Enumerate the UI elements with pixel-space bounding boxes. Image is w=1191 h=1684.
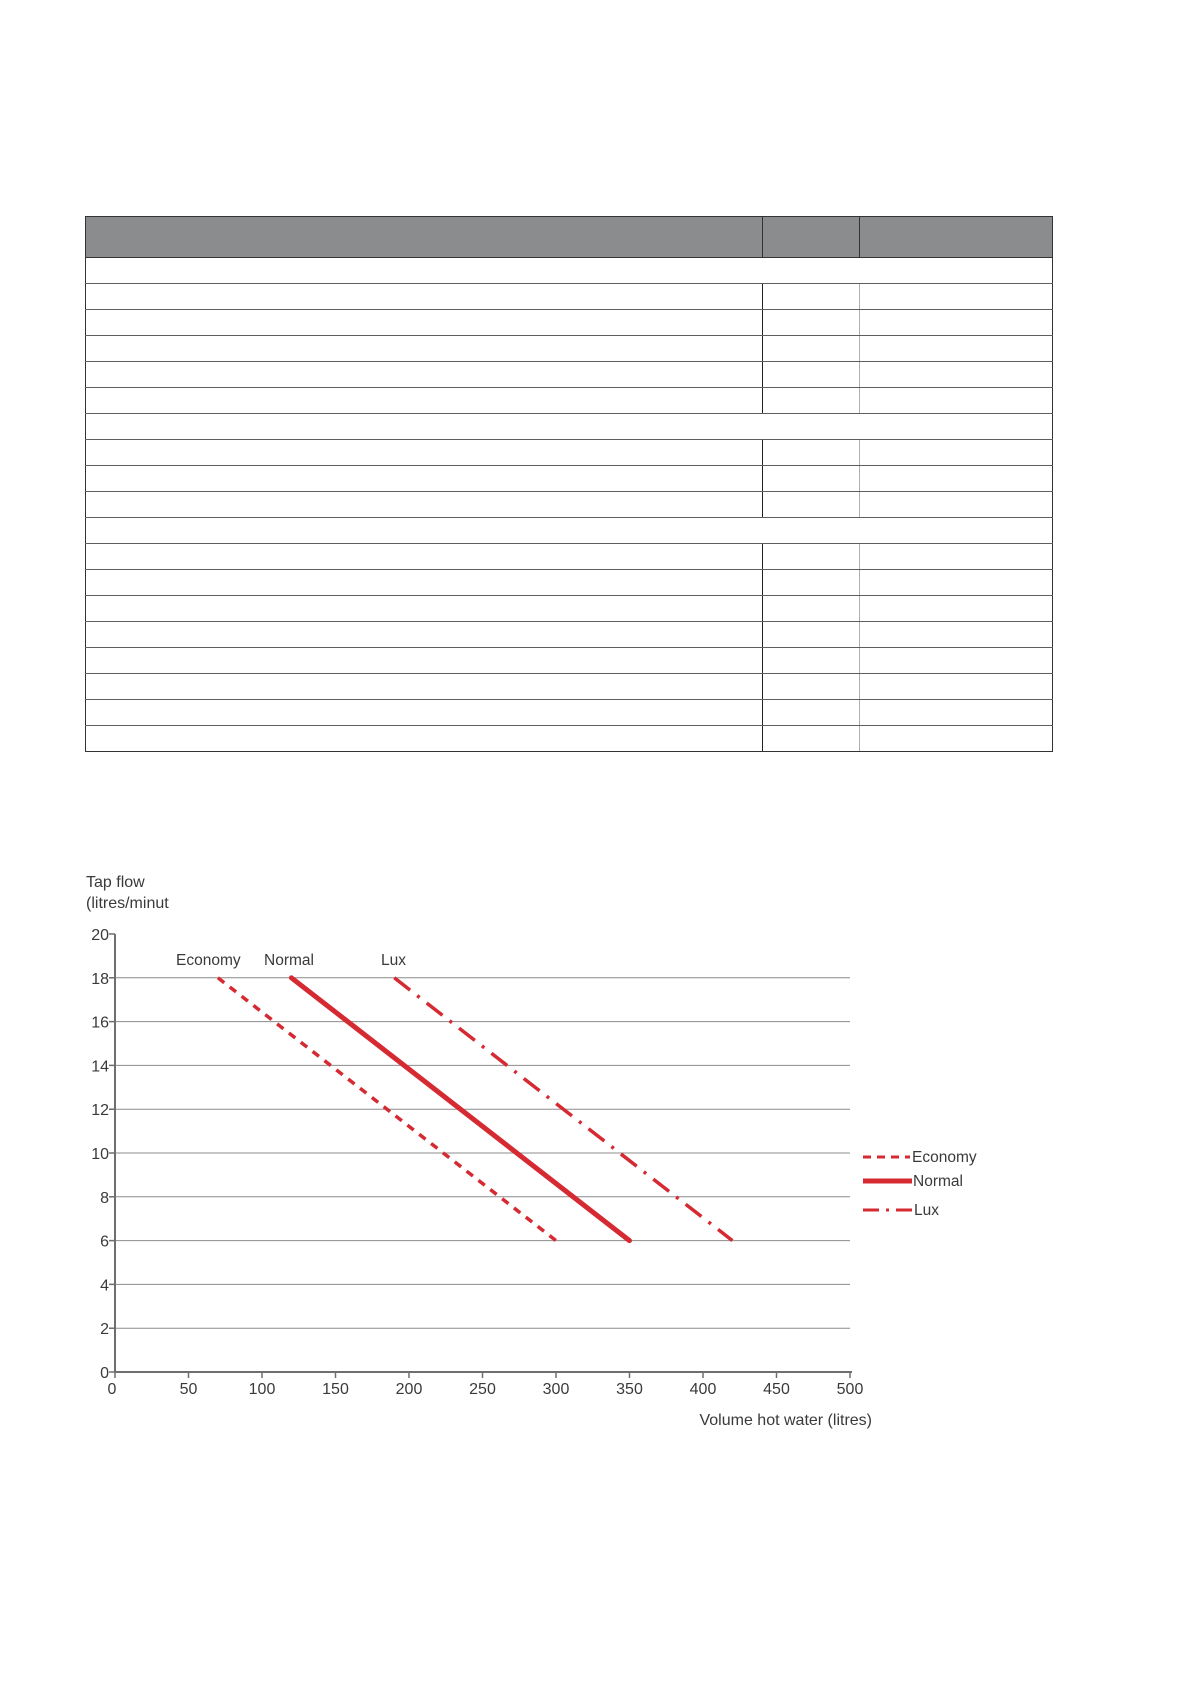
cell-label [86, 440, 763, 466]
axes [109, 934, 852, 1378]
cell-label [86, 544, 763, 570]
table-row [86, 648, 1053, 674]
legend-label-economy: Economy [912, 1149, 977, 1166]
table-row [86, 284, 1053, 310]
cell-value [860, 336, 1053, 362]
tick-labels [91, 927, 863, 1398]
section-cell [86, 518, 1053, 544]
cell-unit [763, 726, 860, 752]
cell-label [86, 622, 763, 648]
series-label-economy: Economy [176, 952, 241, 969]
cell-unit [763, 648, 860, 674]
y-tick-label: 6 [100, 1233, 109, 1251]
table-header-unit [763, 217, 860, 258]
table-row [86, 570, 1053, 596]
cell-label [86, 726, 763, 752]
x-tick-label: 100 [248, 1381, 276, 1398]
x-tick-label: 500 [836, 1381, 864, 1398]
cell-unit [763, 596, 860, 622]
table-row [86, 596, 1053, 622]
series-label-normal: Normal [264, 952, 314, 969]
cell-unit [763, 310, 860, 336]
table-header-value [860, 217, 1053, 258]
table-header-row [86, 217, 1053, 258]
cell-value [860, 544, 1053, 570]
cell-label [86, 596, 763, 622]
grid-lines [109, 978, 850, 1328]
x-tick-label: 450 [763, 1381, 790, 1398]
cell-label [86, 336, 763, 362]
y-tick-label: 10 [91, 1146, 109, 1163]
table-row [86, 700, 1053, 726]
cell-unit [763, 544, 860, 570]
spec-table [85, 216, 1053, 752]
cell-unit [763, 336, 860, 362]
table-row [86, 440, 1053, 466]
y-axis-title-line2: (litres/minut [86, 895, 169, 912]
cell-value [860, 310, 1053, 336]
cell-unit [763, 674, 860, 700]
cell-unit [763, 388, 860, 414]
cell-label [86, 492, 763, 518]
cell-unit [763, 362, 860, 388]
cell-unit [763, 284, 860, 310]
cell-label [86, 466, 763, 492]
x-tick-label: 350 [616, 1381, 643, 1398]
y-tick-label: 18 [91, 970, 109, 988]
cell-value [860, 492, 1053, 518]
y-tick-label: 0 [100, 1365, 109, 1382]
cell-value [860, 674, 1053, 700]
y-tick-label: 16 [91, 1014, 109, 1032]
table-row [86, 674, 1053, 700]
cell-unit [763, 700, 860, 726]
y-tick-label: 12 [91, 1102, 109, 1120]
legend-label-normal: Normal [913, 1173, 963, 1190]
y-tick-label: 14 [91, 1058, 109, 1076]
cell-value [860, 622, 1053, 648]
cell-value [860, 284, 1053, 310]
cell-value [860, 466, 1053, 492]
cell-value [860, 570, 1053, 596]
table-row [86, 336, 1053, 362]
cell-unit [763, 440, 860, 466]
cell-label [86, 700, 763, 726]
cell-value [860, 440, 1053, 466]
cell-label [86, 674, 763, 700]
cell-value [860, 596, 1053, 622]
section-cell [86, 414, 1053, 440]
cell-value [860, 648, 1053, 674]
cell-unit [763, 570, 860, 596]
cell-label [86, 648, 763, 674]
cell-label [86, 310, 763, 336]
table-row [86, 310, 1053, 336]
cell-value [860, 726, 1053, 752]
y-tick-label: 2 [100, 1321, 109, 1339]
x-tick-label: 150 [322, 1381, 349, 1398]
x-tick-label: 200 [395, 1381, 423, 1398]
y-axis-title-line1: Tap flow [86, 874, 145, 891]
table-header-label [86, 217, 763, 258]
legend [863, 1149, 977, 1219]
y-tick-label: 8 [100, 1189, 109, 1207]
table-row [86, 622, 1053, 648]
table-section-row [86, 414, 1053, 440]
section-cell [86, 258, 1053, 284]
table-row [86, 492, 1053, 518]
table-row [86, 726, 1053, 752]
x-tick-label: 300 [542, 1381, 570, 1398]
cell-label [86, 362, 763, 388]
cell-value [860, 362, 1053, 388]
cell-value [860, 388, 1053, 414]
cell-label [86, 570, 763, 596]
series-label-lux: Lux [381, 952, 406, 969]
x-axis-title: Volume hot water (litres) [699, 1412, 872, 1429]
cell-label [86, 388, 763, 414]
table-section-row [86, 258, 1053, 284]
table-row [86, 388, 1053, 414]
cell-unit [763, 466, 860, 492]
table-row [86, 544, 1053, 570]
x-tick-label: 50 [179, 1381, 198, 1398]
table-row [86, 466, 1053, 492]
x-tick-label: 250 [469, 1381, 496, 1398]
cell-unit [763, 492, 860, 518]
legend-label-lux: Lux [914, 1202, 939, 1219]
table-section-row [86, 518, 1053, 544]
x-tick-label: 0 [107, 1381, 117, 1398]
table-body [86, 258, 1053, 752]
tap-flow-chart [0, 850, 1191, 1450]
cell-value [860, 700, 1053, 726]
cell-label [86, 284, 763, 310]
y-tick-label: 20 [91, 927, 109, 944]
cell-unit [763, 622, 860, 648]
y-tick-label: 4 [100, 1277, 109, 1295]
table-row [86, 362, 1053, 388]
x-tick-label: 400 [689, 1381, 717, 1398]
